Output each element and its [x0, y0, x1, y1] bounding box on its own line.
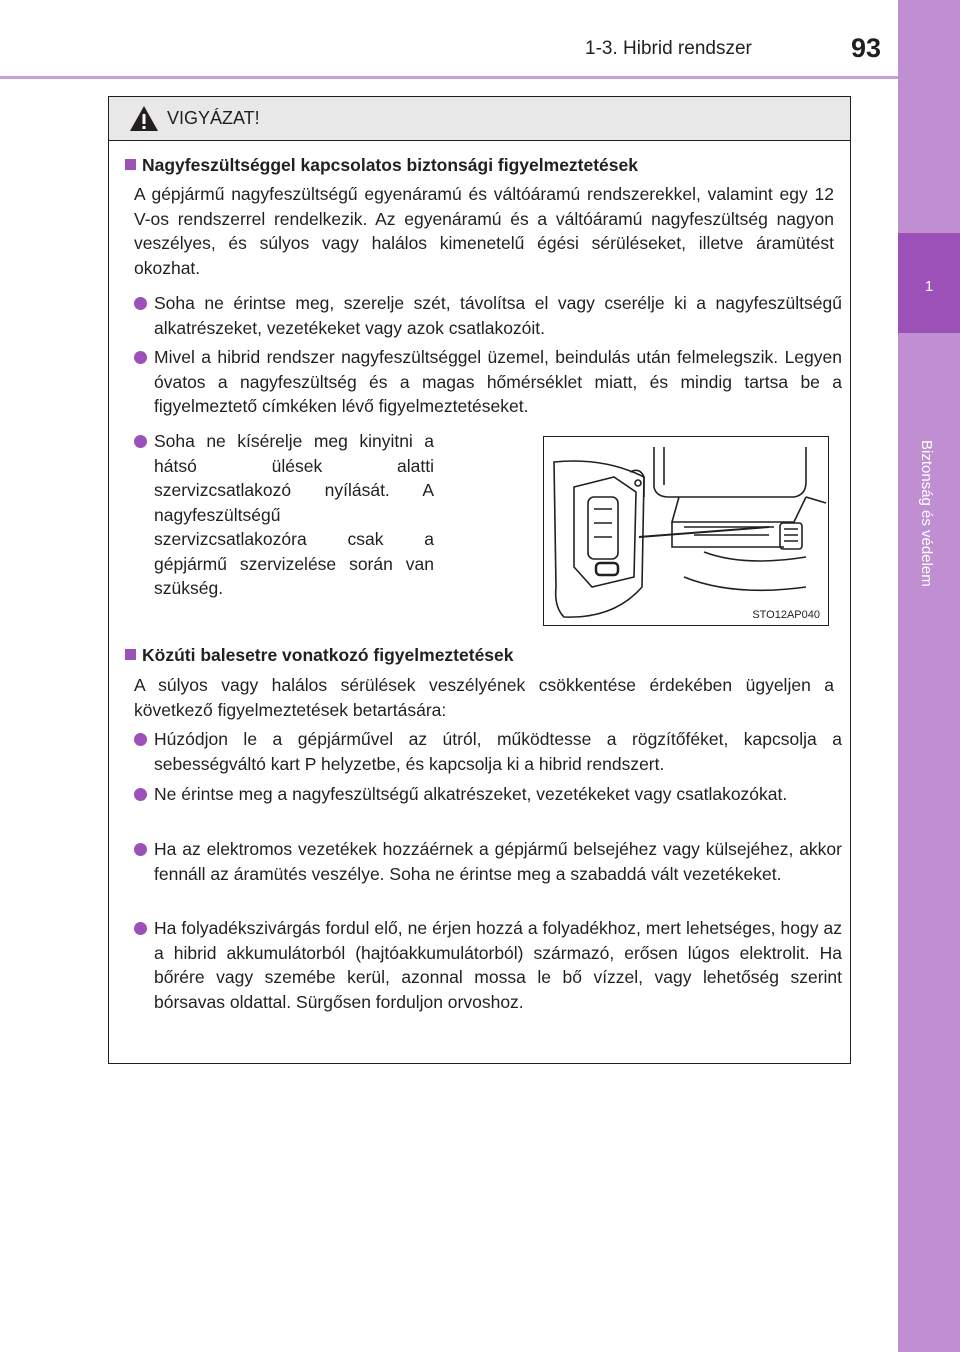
list-item: Ne érintse meg a nagyfeszültségű alkatrészeket, vezetékeket vagy csatlakozókat.	[134, 782, 842, 807]
circle-bullet-icon	[134, 843, 147, 856]
circle-bullet-icon	[134, 435, 147, 448]
square-bullet-icon	[125, 159, 136, 170]
circle-bullet-icon	[134, 788, 147, 801]
circle-bullet-icon	[134, 351, 147, 364]
circle-bullet-icon	[134, 922, 147, 935]
list-item: Ha az elektromos vezetékek hozzáérnek a gépjármű belsejéhez vagy külsejéhez, akkor fennáll az áramütés veszélye. Soha ne érintse meg a szabaddá vált vezetékeket.	[134, 837, 842, 886]
list-item: Soha ne érintse meg, szerelje szét, távolítsa el vagy cserélje ki a nagyfeszültségű alkatrészeket, vezetékeket vagy azok csatlakozóit.	[134, 291, 842, 340]
rear-seat-service-plug-drawing	[544, 437, 828, 625]
warning-box	[108, 96, 851, 1064]
chapter-side-tab	[898, 0, 960, 1352]
circle-bullet-icon	[134, 733, 147, 746]
list-item: Mivel a hibrid rendszer nagyfeszültséggel üzemel, beindulás után felmelegszik. Legyen óvatos a nagyfeszültség és a magas hőmérséklet miatt, és mindig tartsa be a figyelmeztető címkéken lévő figyelmeztetéseket.	[134, 345, 842, 419]
list-item: Húzódjon le a gépjárművel az útról, működtesse a rögzítőféket, kapcsolja a sebességváltó kart P helyzetbe, és kapcsolja ki a hibrid rendszert.	[134, 727, 842, 776]
warning-triangle-icon	[129, 105, 159, 132]
circle-bullet-icon	[134, 297, 147, 310]
service-plug-illustration	[543, 436, 829, 626]
square-bullet-icon	[125, 649, 136, 660]
chapter-number: 1	[924, 278, 934, 295]
section-title: 1-3. Hibrid rendszer	[585, 38, 752, 59]
section-intro: A gépjármű nagyfeszültségű egyenáramú és váltóáramú rendszerekkel, valamint egy 12 V-os rendszerrel rendelkezik. Az egyenáramú és a váltóáramú nagyfeszültség nagyon veszélyes, és súlyos vagy halálos kimenetelű égési sérüléseket, illetve áramütést okozhat.	[134, 184, 834, 278]
figure-code: STO12AP040	[752, 609, 820, 621]
warning-title: VIGYÁZAT!	[167, 108, 260, 128]
warning-header	[109, 97, 850, 141]
header-rule	[0, 76, 898, 79]
list-item: Soha ne kísérelje meg kinyitni a hátsó ülések alatti szervizcsatlakozó nyílását. A nagyfeszültségű szervizcsatlakozóra csak a gépjármű szervizelése során van szükség.	[134, 429, 434, 601]
page-number: 93	[851, 33, 882, 63]
list-item: Ha folyadékszivárgás fordul elő, ne érjen hozzá a folyadékhoz, mert lehetséges, hogy az a hibrid akkumulátorból (hajtóakkumulátorból) származó, erősen lúgos elektrolit. Ha bőrére vagy szemébe kerül, azonnal mossa le bő vízzel, vagy lehetőség szerint bórsavas oldattal. Sürgősen forduljon orvoshoz.	[134, 916, 842, 1014]
chapter-title: Biztonság és védelem	[918, 440, 935, 587]
section-heading: Közúti balesetre vonatkozó figyelmeztetések	[125, 645, 514, 666]
section-intro: A súlyos vagy halálos sérülések veszélyének csökkentése érdekében ügyeljen a következő figyelmeztetések betartására:	[134, 675, 834, 720]
section-heading: Nagyfeszültséggel kapcsolatos biztonsági figyelmeztetések	[125, 155, 638, 176]
